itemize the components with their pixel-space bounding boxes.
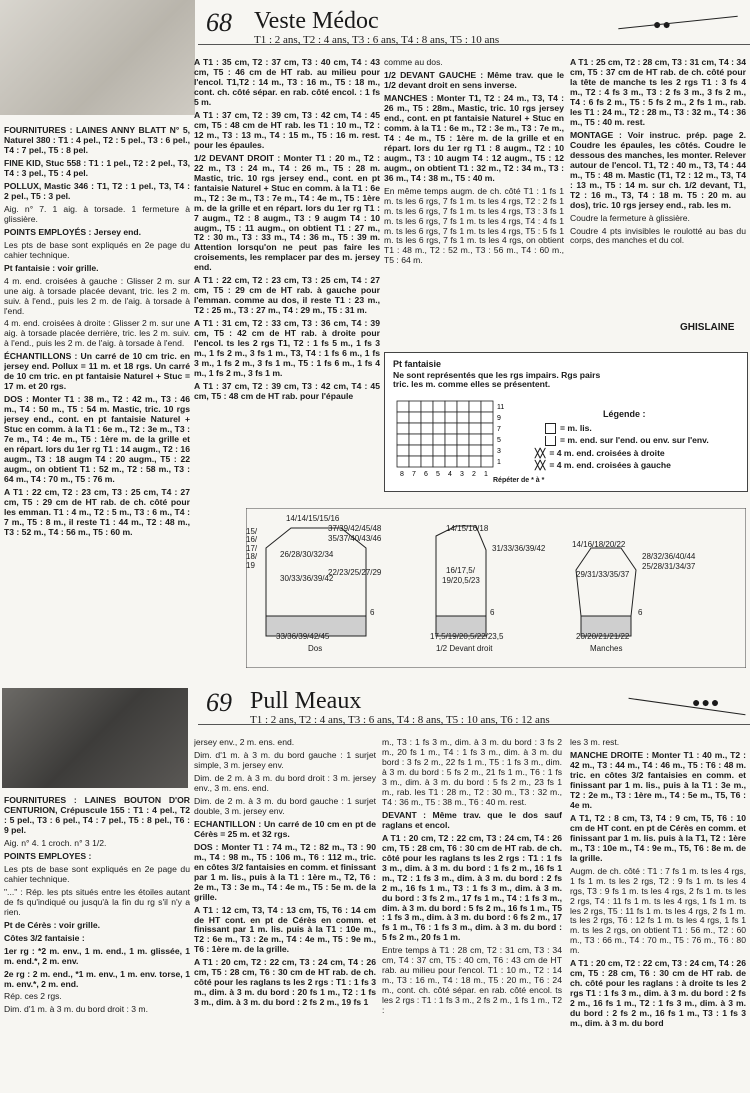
paragraph: Pt de Cérès : voir grille. xyxy=(4,919,100,930)
chart-subtitle: Ne sont représentés que les rgs impairs. Rgs pairs tric. les m. comme elles se présentent. xyxy=(393,370,601,390)
paragraph: DOS : Monter T1 : 38 m., T2 : 42 m., T3 : 46 m., T4 : 50 m., T5 : 54 m. Mastic, tric. 10 rgs jersey end., cont. en pt fantaisie Naturel + Stuc en comm. à la T1 : 6e m., T2 : 3e m., T3 : 7e m., T4 : 4e m., T5 : 1ère m. de la grille et en répart. lors du 1er rg T1 : 14 augm., T2 : 16 augm., T3 : 18 augm T4 : 20 augm., T5 : 22 augm., on obtient T1 : 52 m., T2 : 58 m., T3 : 64 m., T4 : 70 m., T5 : 76 m. xyxy=(4,394,190,484)
section-69-number: 69 xyxy=(206,688,232,717)
section-68-sizes: T1 : 2 ans, T2 : 4 ans, T3 : 6 ans, T4 : 8 ans, T5 : 10 ans xyxy=(254,34,500,46)
section-68-title: Veste Médoc xyxy=(254,8,379,34)
dos-left-label: 18/ xyxy=(246,552,258,562)
paragraph: jersey env., 2 m. ens. end. xyxy=(194,738,295,747)
dos-left-label: 15/ xyxy=(246,527,258,536)
paragraph: ECHANTILLON : Un carré de 10 cm en pt de Cérès = 25 m. et 32 rgs. xyxy=(194,818,376,839)
paragraph: A T1 : 22 cm, T2 : 23 cm, T3 : 25 cm, T4 : 27 cm, T5 : 29 cm de HT rab. à gauche pour l'emman. comme au dos, il reste T1 : 23 m., T2 : 25 m., T3 : 27 m., T4 : 29 m., T5 : 31 m. xyxy=(194,275,380,316)
paragraph: m., T3 : 1 fs 3 m., dim. à 3 m. du bord : 3 fs 2 m., 20 fs 1 m., T4 : 1 fs 3 m., dim. à 3 m. du bord : 3 fs 2 m., 22 fs 1 m., T5 : 1 fs 3 m., dim. à 3 m. du bord : 5 fs 2 m., 21 fs 1 m., T6 : 1 fs 3 m., dim. à 3 m. du bord : 5 fs 2 m., 23 fs 1 m., rab. les T1 : 28 m., T2 : 30 m., T3 : 32 m., T4 : 36 m., T5 : 38 m., T6 : 40 m. rest. xyxy=(382,738,562,807)
difficulty-icon: ●● xyxy=(653,16,672,32)
paragraph: FOURNITURES : LAINES BOUTON D'OR CENTURION, Crépuscule 155 : T1 : 4 pel., T2 : 5 pel., T3 : 6 pel., T4 : 7 pel., T5 : 8 pel., T6 : 9 pel. xyxy=(4,796,190,835)
dos-left-label: 19 xyxy=(246,560,255,570)
grid-cell xyxy=(469,434,481,445)
row-number: 1 xyxy=(497,459,501,466)
knitting-needles-icon xyxy=(618,16,737,30)
column-number: 5 xyxy=(436,471,440,478)
grid-cell xyxy=(433,434,445,445)
paragraph: Augm. de ch. côté : T1 : 7 fs 1 m. ts les 4 rgs, 1 fs 1 m. ts les 2 rgs, T2 : 9 fs 1 m. ts les 4 rgs, T3 : 9 fs 1 m. ts les 4 rgs, 2 fs 1 m. ts les 2 rgs, T4 : 11 fs 1 m. ts les 4 rgs, 1 fs 1 m. ts les 2 rgs, T5 : 11 fs 1 m. ts les 4 rgs, 2 fs 1 m. ts les 2 rgs, T6 : 12 fs 1 m. ts les 4 rgs, 1 fs 1 m. ts les 2 rgs, on obtient T1 : 56 m., T2 : 60 m., T3 : 66 m., T4 : 70 m., T5 : 76 m., T6 : 80 m. xyxy=(570,865,746,956)
column-number: 7 xyxy=(412,471,416,478)
sweater-photo-pull-meaux xyxy=(2,688,188,788)
section-68-header xyxy=(198,4,750,45)
paragraph: FINE KID, Stuc 558 : T1 : 1 pel., T2 : 2 pel., T3, T4 : 3 pel., T5 : 4 pel. xyxy=(4,157,190,178)
grid-cell xyxy=(421,401,433,412)
grid-cell xyxy=(421,434,433,445)
paragraph: A T1 : 25 cm, T2 : 28 cm, T3 : 31 cm, T4 : 34 cm, T5 : 37 cm de HT rab. de ch. côté pour la tête de manche ts les 2 rgs T1 : 3 fs 4 m., T2 : 4 fs 3 m., T3 : 2 fs 3 m., 3 fs 2 m., T4 : 6 fs 2 m., T5 : 5 fs 2 m., 2 fs 1 m., rab. les T1 : 24 m., T2 : 28 m., T3 : 32 m., T4 : 36 m., T5 : 40 m. rest. xyxy=(570,58,746,127)
grid-cell xyxy=(481,445,493,456)
repeat-label: Répéter de * à * xyxy=(493,477,545,484)
paragraph: Aig. n° 7. 1 aig. à torsade. 1 fermeture à glissière. xyxy=(4,203,190,224)
devant-rib-label: 6 xyxy=(490,608,495,617)
grid-cell xyxy=(481,423,493,434)
grid-cell xyxy=(469,412,481,423)
grid-cell xyxy=(397,423,409,434)
grid-cell xyxy=(457,423,469,434)
row-number: 11 xyxy=(497,404,505,411)
section-69-column-2 xyxy=(194,738,376,1091)
grid-cell xyxy=(445,423,457,434)
paragraph: En même temps augm. de ch. côté T1 : 1 fs 1 m. ts les 6 rgs, 7 fs 1 m. ts les 4 rgs, T2 : 2 fs 1 m. ts les 6 rgs, 7 fs 1 m. ts les 4 rgs, T3 : 3 fs 1 m. ts les 6 rgs, 7 fs 1 m. ts les 4 rgs, T4 : 4 fs 1 m. ts les 6 rgs, 7 fs 1 m. ts les 4 rgs, T5 : 5 fs 1 m. ts les 6 rgs, 7 fs 1 m. ts les 4 rgs, on obtient T1 : 48 m., T2 : 52 m., T3 : 56 m., T4 : 60 m., T5 : 64 m. xyxy=(384,185,564,266)
section-68-column-3 xyxy=(384,58,564,348)
stitch-pattern-chart xyxy=(384,352,748,492)
grid-cell xyxy=(445,401,457,412)
section-69-header xyxy=(198,684,750,725)
section-69-sizes: T1 : 2 ans, T2 : 4 ans, T3 : 6 ans, T4 : 8 ans, T5 : 10 ans, T6 : 12 ans xyxy=(250,714,550,726)
manche-top-label: 14/16/18/20/22 xyxy=(572,540,626,549)
section-68-column-1 xyxy=(4,126,190,671)
row-number: 5 xyxy=(497,437,501,444)
paragraph: DEVANT : Même trav. que le dos sauf raglans et encol. xyxy=(382,809,562,830)
grid-cell xyxy=(457,445,469,456)
paragraph: "..." : Rép. les pts situés entre les étoiles autant de fs qu'indiqué ou jusqu'à la fin du rg s'il n'y a rien. xyxy=(4,886,190,917)
grid-cell xyxy=(445,434,457,445)
dos-label: Dos xyxy=(308,644,323,653)
section-68-column-4 xyxy=(570,58,746,318)
paragraph: POINTS EMPLOYES : xyxy=(4,850,92,861)
column-number: 3 xyxy=(460,471,464,478)
grid-cell xyxy=(433,445,445,456)
grid-cell xyxy=(445,412,457,423)
section-68-column-2 xyxy=(194,58,380,506)
paragraph: 1/2 DEVANT DROIT : Monter T1 : 20 m., T2 : 22 m., T3 : 24 m., T4 : 26 m., T5 : 28 m. Mastic, tric. 10 rgs jersey end., cont. en pt fantaisie Naturel + Stuc en comm. à la T1 : 6e m., T2 : 3e m., T3 : 7e m., T4 : 4e m., T5 : 1ère m. de la grille et en répart. lors du 1er rg T1 : 7 augm., T2 : 8 augm., T3 : 9 augm T4 : 10 augm., T5 : 11 augm., on obtient T1 : 27 m., T2 : 30 m., T3 : 33 m., T4 : 36 m., T5 : 39 m. Attention lorsqu'on ne peut pas faire les croisements, les remplacer par des m. jersey end. xyxy=(194,152,380,273)
legend-label-1: = m. lis. xyxy=(560,423,592,433)
grid-cell xyxy=(397,445,409,456)
manche-height-label-1: 28/32/36/40/44 xyxy=(642,552,696,561)
paragraph: FOURNITURES : LAINES ANNY BLATT N° 5, Naturel 380 : T1 : 4 pel., T2 : 5 pel., T3 : 6 pel., T4 : 7 pel., T5 : 8 pel. xyxy=(4,126,190,155)
grid-cell xyxy=(457,401,469,412)
grid-cell xyxy=(421,423,433,434)
paragraph: MANCHE DROITE : Monter T1 : 40 m., T2 : 42 m., T3 : 44 m., T4 : 46 m., T5 : T6 : 48 m. tric. en côtes 3/2 fantaisies en comm. et finissant par 1 m. lis., puis à la T1 : 3e m., T2 : 2e m., T3 : 1ère m., T4 : 5e m., T5, T6 : 4e m. xyxy=(570,749,746,810)
paragraph: A T1 : 35 cm, T2 : 37 cm, T3 : 40 cm, T4 : 43 cm, T5 : 46 cm de HT rab. au milieu pour l'encol. T1,T2 : 14 m., T3 : 16 m., T5 : 18 m., cont. ch. côté sépar. en rab. côté encol. : 1 fs 5 m. xyxy=(194,58,380,107)
paragraph: Les pts de base sont expliqués en 2e page du cahier technique. xyxy=(4,239,190,260)
chart-title: Pt fantaisie xyxy=(393,359,442,369)
section-69-column-1 xyxy=(4,796,190,1091)
section-69-title: Pull Meaux xyxy=(250,688,362,714)
paragraph: Dim. d'1 m. à 3 m. du bord droit : 3 m. xyxy=(4,1004,148,1015)
grid-cell xyxy=(445,456,457,467)
paragraph: Entre temps à T1 : 28 cm, T2 : 31 cm, T3 : 34 cm, T4 : 37 cm, T5 : 40 cm, T6 : 43 cm de HT rab. au milieu pour l'encol. T1 : 10 m., T2 : 14 m., T3 : 16 m., T4 : 18 m., T5 : 20 m., T6 : 24 m., cont. ch. côté sépar. en rab. côté encol. ts les 2 rgs : T1 : 1 fs 3 m., 2 fs 2 m., 1 fs 1 m., T2 : xyxy=(382,945,562,1016)
paragraph: 4 m. end. croisées à droite : Glisser 2 m. sur une aig. à torsade placée derrière, tric. les 2 m. suiv. à l'end., puis les 2 m. de l'aig. à torsade à l'end. xyxy=(4,318,190,349)
section-68-number: 68 xyxy=(206,8,232,37)
devant-bottom-label: 17,5/19/20,5/22/23,5 xyxy=(430,632,504,641)
devant-label: 1/2 Devant droit xyxy=(436,644,493,653)
legend-label-2: = m. end. sur l'end. ou env. sur l'env. xyxy=(560,435,709,445)
paragraph: MANCHES : Monter T1, T2 : 24 m., T3, T4 : 26 m., T5 : 28m., Mastic, tric. 10 rgs jersey end., cont. en pt fantaisie Naturel + Stuc en comm. à la T1 : 6e m., T2 : 3e m., T3 : 7e m., T4 : 4e m., T5 : 1ère m. de la grille et en répart. lors du 1er rg T1 : 8 augm., T2 : 10 augm., T3 : 10 augm T4 : 12 augm., T5 : 12 augm., on obtient T1 : 32 m., T2 : 34 m., T3 : 36 m., T4 : 38 m., T5 : 40 m. xyxy=(384,92,564,183)
column-number: 6 xyxy=(424,471,428,478)
knitting-needles-icon xyxy=(629,698,746,715)
grid-cell xyxy=(409,445,421,456)
row-number: 3 xyxy=(497,448,501,455)
dos-rib-label: 6 xyxy=(370,608,375,617)
row-number: 7 xyxy=(497,426,501,433)
devant-neck-label: 14/15/16/18 xyxy=(446,524,489,533)
legend-item-purl xyxy=(545,423,592,434)
grid-cell xyxy=(481,434,493,445)
section-69-column-3 xyxy=(382,738,562,1091)
grid-cell xyxy=(445,445,457,456)
grid-cell xyxy=(421,456,433,467)
devant-width-label-2: 19/20,5/23 xyxy=(442,576,480,585)
paragraph: A T1 : 20 cm, T2 : 22 cm, T3 : 24 cm, T4 : 26 cm, T5 : 28 cm, T6 : 30 cm de HT rab. de ch. côté pour les raglans ts les 2 rgs : T1 : 1 fs 3 m., dim. à 3 m. du bord : 20 fs 1 m., T2 : 1 fs 3 m., dim. à 3 m. du bord : 2 fs 2 m., 19 fs 1 xyxy=(194,957,376,1008)
column-number: 1 xyxy=(484,471,488,478)
paragraph: A T1 : 37 cm, T2 : 39 cm, T3 : 42 cm, T4 : 45 cm, T5 : 48 cm de HT rab. les T1 : 10 m., T2 : 12 m., T3 : 13 m., T4 : 15 m., T5 : 16 m. rest. pour les épaules. xyxy=(194,109,380,150)
manche-rib-label: 6 xyxy=(638,608,643,617)
column-number: 4 xyxy=(448,471,452,478)
paragraph: Dim. d'1 m. à 3 m. du bord gauche : 1 surjet simple, 3 m. jersey env. xyxy=(194,749,376,770)
paragraph: A T1 : 12 cm, T3, T4 : 13 cm, T5, T6 : 14 cm de HT cont. en pt de Cérès en comm. et finissant par 1 m. lis. puis à la T1 : 10e m., T2 : 6e m., T3 : 2e m., T4 : 4e m., T5 : 9e m., T6 : 1ère m. de la grille. xyxy=(194,904,376,955)
paragraph: Dim. de 2 m. à 3 m. du bord droit : 3 m. jersey env., 3 m. ens. end. xyxy=(194,772,376,793)
legend-title: Légende : xyxy=(603,409,646,419)
devant-height-label: 31/33/36/39/42 xyxy=(492,544,546,553)
paragraph: POLLUX, Mastic 346 : T1, T2 : 1 pel., T3, T4 : 2 pel., T5 : 3 pel. xyxy=(4,180,190,201)
grid-cell xyxy=(397,412,409,423)
paragraph: Pt fantaisie : voir grille. xyxy=(4,262,99,273)
paragraph: Rép. ces 2 rgs. xyxy=(4,991,62,1002)
grid-cell xyxy=(457,456,469,467)
paragraph: 2e rg : 2 m. end., *1 m. env., 1 m. env. torse, 1 m. env.*, 2 m. end. xyxy=(4,968,190,989)
paragraph: A T1, T2 : 8 cm, T3, T4 : 9 cm, T5, T6 : 10 cm de HT cont. en pt de Cérès en comm. et finissant par 1 m. lis. puis à la T1, T2 : 1ère m., T3 : 10e m., T4 : 9e m., T5, T6 : 8e m. de la grille. xyxy=(570,812,746,863)
grid-cell xyxy=(457,412,469,423)
grid-cell xyxy=(409,434,421,445)
dos-shoulder-label: 26/28/30/32/34 xyxy=(280,550,334,559)
grid-cell xyxy=(397,456,409,467)
grid-cell xyxy=(433,423,445,434)
paragraph: Aig. n° 4. 1 croch. n° 3 1/2. xyxy=(4,837,107,848)
grid-cell xyxy=(409,423,421,434)
paragraph: DOS : Monter T1 : 74 m., T2 : 82 m., T3 : 90 m., T4 : 98 m., T5 : 106 m., T6 : 112 m., tric. en côtes 3/2 fantaisies en comm. et finissant par 1 m. lis., puis à la T1 : 1ère m., T2, T6 : 2e m., T3 : 3e m., T4 : 4e m., T5 : 5e m. de la grille. xyxy=(194,841,376,902)
legend-item-cross-right: ╳╳ = 4 m. end. croisées à droite xyxy=(535,448,665,458)
legend-item-knit xyxy=(545,435,709,446)
paragraph: A T1 : 20 cm, T2 : 22 cm, T3 : 24 cm, T4 : 26 cm, T5 : 28 cm, T6 : 30 cm de HT rab. de ch. côté pour les raglans : à droite ts les 2 rgs T1 : 1 fs 3 m., dim. à 3 m. du bord : 2 fs 2 m., 16 fs 1 m., T2 : 1 fs 3 m., dim. à 3 m. du bord : 2 fs 2 m., 16 fs 1 m., T3 : 1 fs 3 m., dim. à 3 m. du bord xyxy=(570,958,746,1029)
dos-height-label-2: 35/37/40/43/46 xyxy=(328,534,382,543)
paragraph: ÉCHANTILLONS : Un carré de 10 cm tric. en jersey end. Pollux = 11 m. et 18 rgs. Un carré de 10 cm tric. en pt fantaisie Naturel + Stuc = 17 m. et 20 rgs. xyxy=(4,351,190,392)
paragraph: Coudre 4 pts invisibles le roulotté au bas du corps, des manches et du col. xyxy=(570,225,746,246)
paragraph: les 3 m. rest. xyxy=(570,738,620,747)
grid-cell xyxy=(481,401,493,412)
legend-label-3: = 4 m. end. croisées à droite xyxy=(549,448,665,458)
grid-cell xyxy=(409,412,421,423)
dos-left-labels xyxy=(246,528,257,570)
paragraph: A T1 : 22 cm, T2 : 23 cm, T3 : 25 cm, T4 : 27 cm, T5 : 29 cm de HT rab. de ch. côté pour les emman. T1 : 4 m., T2 : 5 m., T3 : 6 m., T4 : 7 m., T5 : 8 m., il reste T1 : 44 m., T2 : 48 m., T3 : 52 m., T4 : 56 m., T5 : 60 m. xyxy=(4,486,190,537)
paragraph: A T1 : 20 cm, T2 : 22 cm, T3 : 24 cm, T4 : 26 cm, T5 : 28 cm, T6 : 30 cm de HT rab. de ch. côté pour les raglans ts les 2 rgs : T1 : 1 fs 3 m., dim. à 3 m. du bord : 1 fs 2 m., 16 fs 1 m., T2 : 1 fs 3 m., dim. à 3 m. du bord : 2 fs 2 m., 16 fs 1 m., T3 : 1 fs 3 m., dim. à 3 m. du bord : 3 fs 2 m., 17 fs 1 m., T4 : 1 fs 3 m., dim. à 3 m. du bord : 5 fs 2 m., 16 fs 1 m., T5 : 1 fs 3 m., dim. à 3 m. du bord : 6 fs 2 m., 17 fs 1 m., T6 : 1 fs 3 m., dim. à 3 m. du bord : 5 fs 2 m., 20 fs 1 m. xyxy=(382,832,562,943)
paragraph: POINTS EMPLOYÉS : Jersey end. xyxy=(4,226,142,237)
grid-cell xyxy=(421,412,433,423)
grid-cell xyxy=(433,401,445,412)
column-number: 8 xyxy=(400,471,404,478)
manche-bottom-label: 20/20/21/21/22 xyxy=(576,632,630,641)
column-number: 2 xyxy=(472,471,476,478)
paragraph: 1er rg : *2 m. env., 1 m. end., 1 m. glissée, 1 m. end.*, 2 m. env. xyxy=(4,945,190,966)
paragraph: Côtes 3/2 fantaisie : xyxy=(4,932,85,943)
dos-bottom-label: 33/36/39/42/45 xyxy=(276,632,330,641)
grid-cell xyxy=(457,434,469,445)
paragraph: comme au dos. xyxy=(384,58,443,67)
manche-label: Manches xyxy=(590,644,623,653)
grid-cell xyxy=(409,401,421,412)
grid-cell xyxy=(469,445,481,456)
grid-cell xyxy=(481,456,493,467)
legend-item-cross-left: ╳╳ = 4 m. end. croisées à gauche xyxy=(535,460,671,470)
dos-left-label: 16/ xyxy=(246,535,258,545)
grid-cell xyxy=(469,423,481,434)
grid-cell xyxy=(409,456,421,467)
paragraph: Les pts de base sont expliqués en 2e page du cahier technique. xyxy=(4,863,190,884)
dos-armhole-label: 22/23/25/27/29 xyxy=(328,568,382,577)
grid-cell xyxy=(397,401,409,412)
designer-signature: GHISLAINE xyxy=(680,322,735,333)
dos-width-label: 30/33/36/39/42 xyxy=(280,574,334,583)
dos-left-label: 17/ xyxy=(246,543,258,553)
row-number: 9 xyxy=(497,415,501,422)
grid-cell xyxy=(469,456,481,467)
grid-cell xyxy=(421,445,433,456)
paragraph: 4 m. end. croisées à gauche : Glisser 2 m. sur une aig. à torsade placée devant, tric. les 2 m. suiv. à l'end., puis les 2 m. de l'aig. à torsade à l'end. xyxy=(4,275,190,316)
paragraph: 1/2 DEVANT GAUCHE : Même trav. que le 1/2 devant droit en sens inverse. xyxy=(384,69,564,90)
devant-width-label-1: 16/17,5/ xyxy=(446,566,475,575)
sweater-photo-veste-medoc xyxy=(0,0,195,115)
paragraph: Coudre la fermeture à glissière. xyxy=(570,212,690,223)
dos-neck-label: 14/14/15/15/16 xyxy=(286,514,340,523)
grid-cell xyxy=(433,412,445,423)
manche-width-label: 29/31/33/35/37 xyxy=(576,570,630,579)
paragraph: Dim. de 2 m. à 3 m. du bord gauche : 1 surjet double, 3 m. jersey env. xyxy=(194,795,376,816)
grid-cell xyxy=(397,434,409,445)
grid-cell xyxy=(481,412,493,423)
grid-cell xyxy=(433,456,445,467)
paragraph: A T1 : 31 cm, T2 : 33 cm, T3 : 36 cm, T4 : 39 cm, T5 : 42 cm de HT rab. à droite pour l'encol. ts les 2 rgs T1, T2 : 1 fs 5 m., 1 fs 3 m., 1 fs 2 m., 3 fs 1 m., T3, T4 : 1 fs 6 m., 1 fs 3 m., 1 fs 2 m., 3 fs 1 m., T5 : 1 fs 6 m., 1 fs 4 m., 1 fs 2 m., 3 fs 1 m. xyxy=(194,318,380,379)
section-69-column-4 xyxy=(570,738,746,1091)
legend-label-4: = 4 m. end. croisées à gauche xyxy=(549,460,671,470)
paragraph: A T1 : 37 cm, T2 : 39 cm, T3 : 42 cm, T4 : 45 cm, T5 : 48 cm de HT rab. pour l'épaule xyxy=(194,381,380,401)
dos-height-label-1: 37/39/42/45/48 xyxy=(328,524,382,533)
manche-height-label-2: 25/28/31/34/37 xyxy=(642,562,696,571)
paragraph: MONTAGE : Voir instruc. prép. page 2. Coudre les épaules, les côtés. Coudre le dessous des manches, les monter. Relever autour de l'encol. T1, T2 : 40 m., T3, T4 : 44 m., T5 : 48 m. Mastic (T1, T2 : 12 m., T3, T4 : 13 m., T5 : 14 m. sur ch. 1/2 devant, T1, T2 : 16 m., T3, T4 : 18 m. T5 : 20 m. au dos), tric. 10 rgs jersey end., rab. les m. xyxy=(570,129,746,210)
grid-cell xyxy=(469,401,481,412)
difficulty-icon: ●●● xyxy=(692,694,721,710)
schema-labels xyxy=(246,508,746,668)
